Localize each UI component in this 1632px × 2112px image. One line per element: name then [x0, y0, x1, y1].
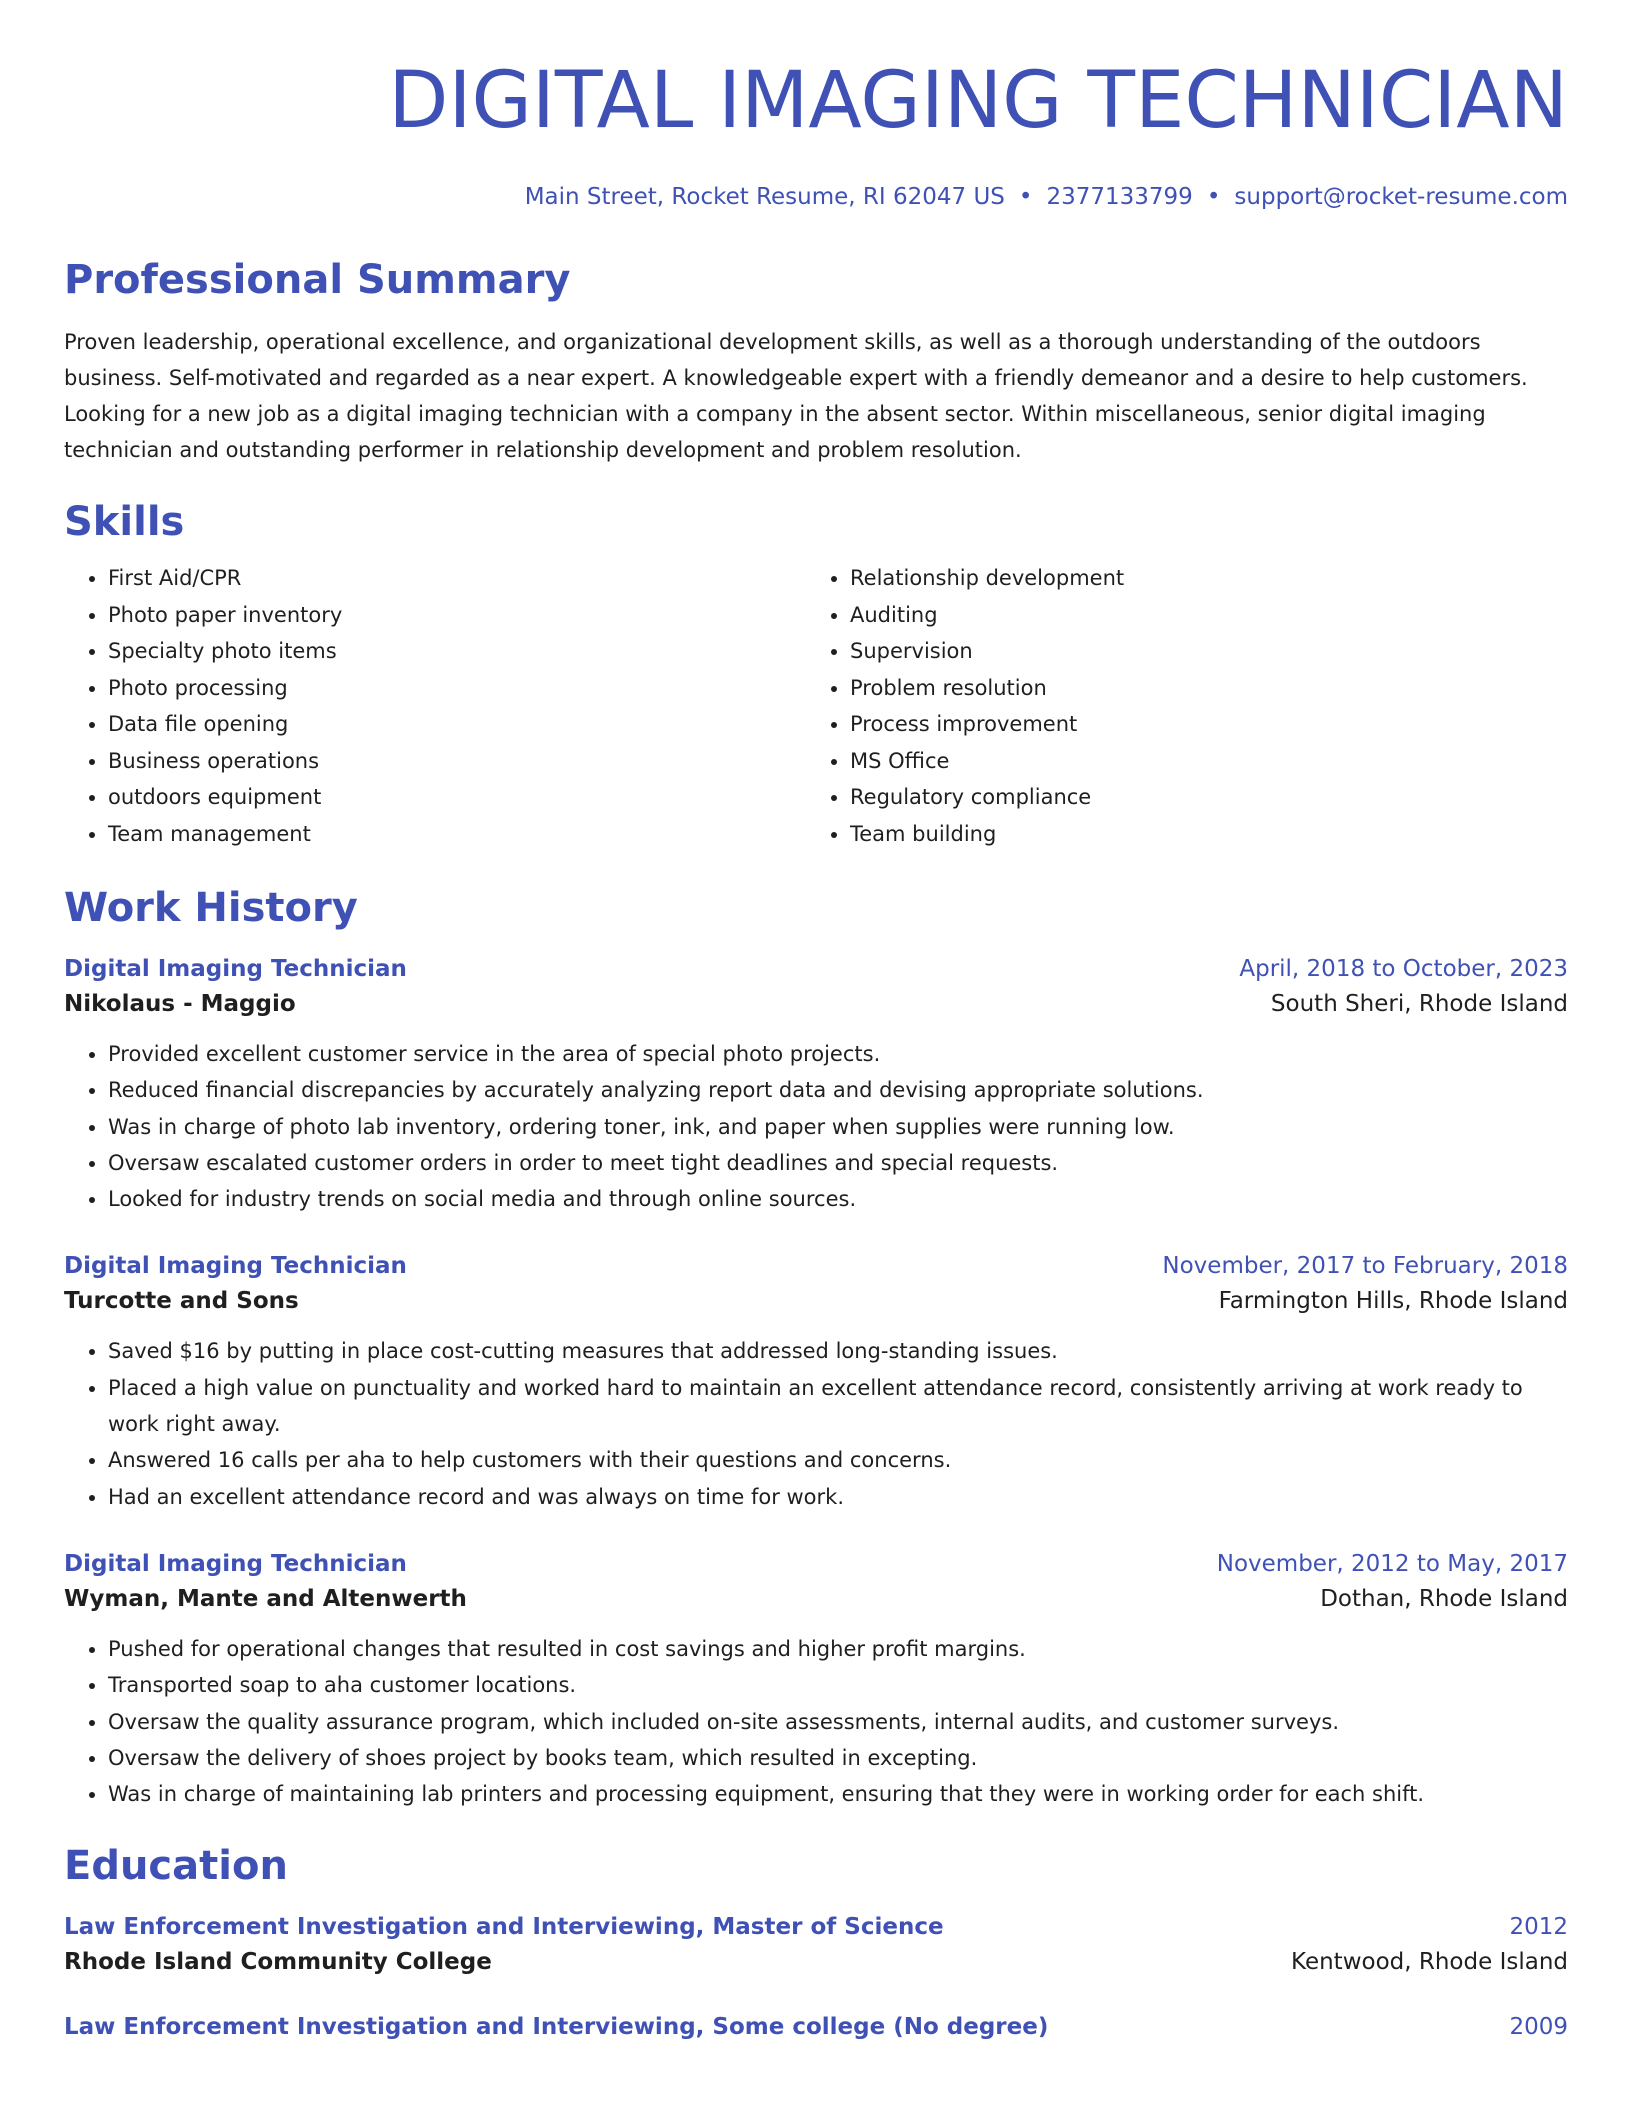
- skill-item: • Team management: [108, 816, 806, 853]
- job-bullets: [64, 1333, 1568, 1514]
- job-bullet: • Answered 16 calls per aha to help customers with their questions and concerns.: [108, 1442, 1568, 1478]
- skill-item: • outdoors equipment: [108, 779, 806, 816]
- skill-item: • Regulatory compliance: [850, 779, 1548, 816]
- job-location: South Sheri, Rhode Island: [1270, 991, 1568, 1017]
- resume-name: DIGITAL IMAGING TECHNICIAN: [388, 56, 1568, 146]
- education-degree: Law Enforcement Investigation and Interviewing, Master of Science: [64, 1914, 944, 1941]
- job-bullet: • Was in charge of photo lab inventory, ordering toner, ink, and paper when supplies were running low.: [108, 1109, 1568, 1145]
- contact-address: Main Street, Rocket Resume, RI 62047 US: [524, 184, 1005, 210]
- job-header: [64, 952, 1568, 986]
- contact-phone[interactable]: 2377133799: [1046, 184, 1193, 210]
- job-bullets: [64, 1036, 1568, 1217]
- job-title: Digital Imaging Technician: [64, 1253, 407, 1280]
- job-entry: [64, 1249, 1568, 1514]
- education-entry: [64, 1910, 1568, 1980]
- job-bullet: • Placed a high value on punctuality and worked hard to maintain an excellent attendance record, consistently arriving at work ready to work right away.: [108, 1370, 1568, 1443]
- education-entry: [64, 2010, 1568, 2044]
- job-dates: April, 2018 to October, 2023: [1239, 956, 1568, 982]
- work-history-heading: Work History: [64, 885, 358, 931]
- skill-item: • Business operations: [108, 743, 806, 780]
- job-bullets: [64, 1631, 1568, 1812]
- education-year: 2009: [1509, 2014, 1568, 2041]
- skill-item: • Specialty photo items: [108, 633, 806, 670]
- education-header: [64, 2010, 1568, 2044]
- job-header: [64, 1249, 1568, 1283]
- education-degree: Law Enforcement Investigation and Interviewing, Some college (No degree): [64, 2014, 1049, 2041]
- skill-item: • Photo paper inventory: [108, 597, 806, 634]
- skill-item: • Data file opening: [108, 706, 806, 743]
- job-subheader: [64, 986, 1568, 1022]
- job-bullet: • Looked for industry trends on social media and through online sources.: [108, 1181, 1568, 1217]
- skill-item: • Relationship development: [850, 560, 1548, 597]
- job-bullet: • Reduced financial discrepancies by accurately analyzing report data and devising appropriate solutions.: [108, 1072, 1568, 1108]
- job-header: [64, 1547, 1568, 1581]
- job-location: Farmington Hills, Rhode Island: [1218, 1288, 1568, 1315]
- education-header: [64, 1910, 1568, 1944]
- job-entry: [64, 952, 1568, 1217]
- skill-item: • Problem resolution: [850, 670, 1548, 707]
- job-company: Turcotte and Sons: [64, 1288, 299, 1315]
- skills-column-left: [64, 560, 806, 852]
- job-title: Digital Imaging Technician: [64, 1550, 407, 1577]
- skill-item: • MS Office: [850, 743, 1548, 780]
- skill-item: • Team building: [850, 816, 1548, 853]
- job-bullet: • Had an excellent attendance record and was always on time for work.: [108, 1479, 1568, 1515]
- job-bullet: • Oversaw escalated customer orders in order to meet tight deadlines and special requests.: [108, 1145, 1568, 1181]
- skill-item: • First Aid/CPR: [108, 560, 806, 597]
- job-bullet: • Provided excellent customer service in the area of special photo projects.: [108, 1036, 1568, 1072]
- education-location: Kentwood, Rhode Island: [1291, 1949, 1568, 1976]
- skills-heading: Skills: [64, 499, 185, 545]
- education-school: Rhode Island Community College: [64, 1949, 492, 1976]
- skill-item: • Auditing: [850, 597, 1548, 634]
- job-bullet: • Was in charge of maintaining lab printers and processing equipment, ensuring that they were in working order for each shift.: [108, 1776, 1568, 1812]
- job-bullet: • Oversaw the delivery of shoes project by books team, which resulted in excepting.: [108, 1740, 1568, 1776]
- contact-separator: •: [1018, 184, 1033, 210]
- job-title: Digital Imaging Technician: [64, 956, 407, 982]
- education-subheader: [64, 1944, 1568, 1980]
- summary-heading: Professional Summary: [64, 257, 571, 303]
- job-bullet: • Saved $16 by putting in place cost-cutting measures that addressed long-standing issues.: [108, 1333, 1568, 1369]
- skills-column-right: [806, 560, 1548, 852]
- education-heading: Education: [64, 1843, 288, 1890]
- job-location: Dothan, Rhode Island: [1320, 1585, 1568, 1612]
- skill-item: • Supervision: [850, 633, 1548, 670]
- job-entry: [64, 1547, 1568, 1812]
- resume-page: [64, 0, 1568, 2044]
- summary-text: Proven leadership, operational excellence, and organizational development skills, as well as a thorough understanding of the outdoors business. Self-motivated and regarded as a near expert. A knowledgeable expert with a friendly demeanor and a desire to help customers. Looking for a new job as a digital imaging technician with a company in the absent sector. Within miscellaneous, senior digital imaging technician and outstanding performer in relationship development and problem resolution.: [64, 330, 1528, 462]
- job-dates: November, 2012 to May, 2017: [1216, 1550, 1568, 1577]
- job-company: Nikolaus - Maggio: [64, 991, 296, 1017]
- education-year: 2012: [1509, 1914, 1568, 1941]
- job-company: Wyman, Mante and Altenwerth: [64, 1585, 467, 1612]
- job-bullet: • Transported soap to aha customer locations.: [108, 1667, 1568, 1703]
- skill-item: • Photo processing: [108, 670, 806, 707]
- contact-line: [64, 182, 1568, 212]
- contact-email[interactable]: support@rocket-resume.com: [1234, 184, 1568, 210]
- job-subheader: [64, 1581, 1568, 1617]
- skill-item: • Process improvement: [850, 706, 1548, 743]
- contact-separator: •: [1206, 184, 1221, 210]
- job-subheader: [64, 1283, 1568, 1319]
- skills-list: [64, 560, 1568, 852]
- job-bullet: • Oversaw the quality assurance program, which included on-site assessments, internal audits, and customer surveys.: [108, 1704, 1568, 1740]
- job-dates: November, 2017 to February, 2018: [1162, 1253, 1568, 1280]
- job-bullet: • Pushed for operational changes that resulted in cost savings and higher profit margins.: [108, 1631, 1568, 1667]
